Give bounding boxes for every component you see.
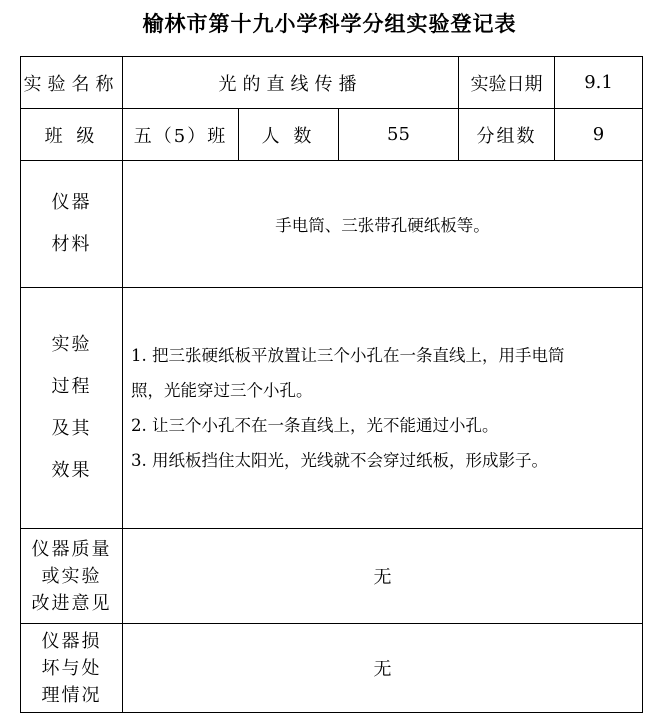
equipment-label-line: 材料 (51, 234, 92, 255)
equipment-label (21, 161, 123, 288)
process-line: 2. 让三个小孔不在一条直线上，光不能通过小孔。 (131, 416, 499, 435)
groups-value: 9 (555, 109, 643, 161)
process-label-line: 效果 (51, 460, 92, 481)
table-row-class (21, 109, 643, 161)
table-row-experiment-name (21, 57, 643, 109)
equipment-label-line: 仪器 (51, 192, 92, 213)
quality-value: 无 (123, 529, 643, 624)
quality-label-line: 仪器质量 (31, 538, 112, 560)
table-row-damage (21, 624, 643, 713)
process-value (123, 288, 643, 529)
process-label (21, 288, 123, 529)
damage-label-line: 坏与处 (41, 657, 102, 679)
experiment-registration-table (20, 56, 643, 713)
people-label: 人 数 (239, 109, 339, 161)
damage-label (21, 624, 123, 713)
groups-label: 分组数 (459, 109, 555, 161)
table-row-process (21, 288, 643, 529)
damage-value: 无 (123, 624, 643, 713)
process-line: 照，光能穿过三个小孔。 (131, 381, 313, 400)
quality-label-line: 改进意见 (31, 592, 112, 614)
class-value: 五（5）班 (123, 109, 239, 161)
people-value: 55 (339, 109, 459, 161)
table-row-quality (21, 529, 643, 624)
process-label-line: 过程 (51, 376, 92, 397)
process-line: 3. 用纸板挡住太阳光，光线就不会穿过纸板，形成影子。 (131, 451, 548, 470)
damage-label-line: 仪器损 (41, 630, 102, 652)
experiment-name-label: 实验名称 (21, 57, 123, 109)
quality-label (21, 529, 123, 624)
process-label-line: 实验 (51, 334, 92, 355)
class-label: 班 级 (21, 109, 123, 161)
experiment-name-value: 光的直线传播 (123, 57, 459, 109)
table-row-equipment (21, 161, 643, 288)
damage-label-line: 理情况 (41, 684, 102, 706)
experiment-date-value: 9.1 (555, 57, 643, 109)
process-line: 1. 把三张硬纸板平放置让三个小孔在一条直线上，用手电筒 (131, 346, 565, 365)
process-label-line: 及其 (51, 418, 92, 439)
experiment-date-label: 实验日期 (459, 57, 555, 109)
quality-label-line: 或实验 (41, 565, 102, 587)
equipment-value: 手电筒、三张带孔硬纸板等。 (123, 161, 643, 288)
form-title: 榆林市第十九小学科学分组实验登记表 (142, 11, 517, 36)
